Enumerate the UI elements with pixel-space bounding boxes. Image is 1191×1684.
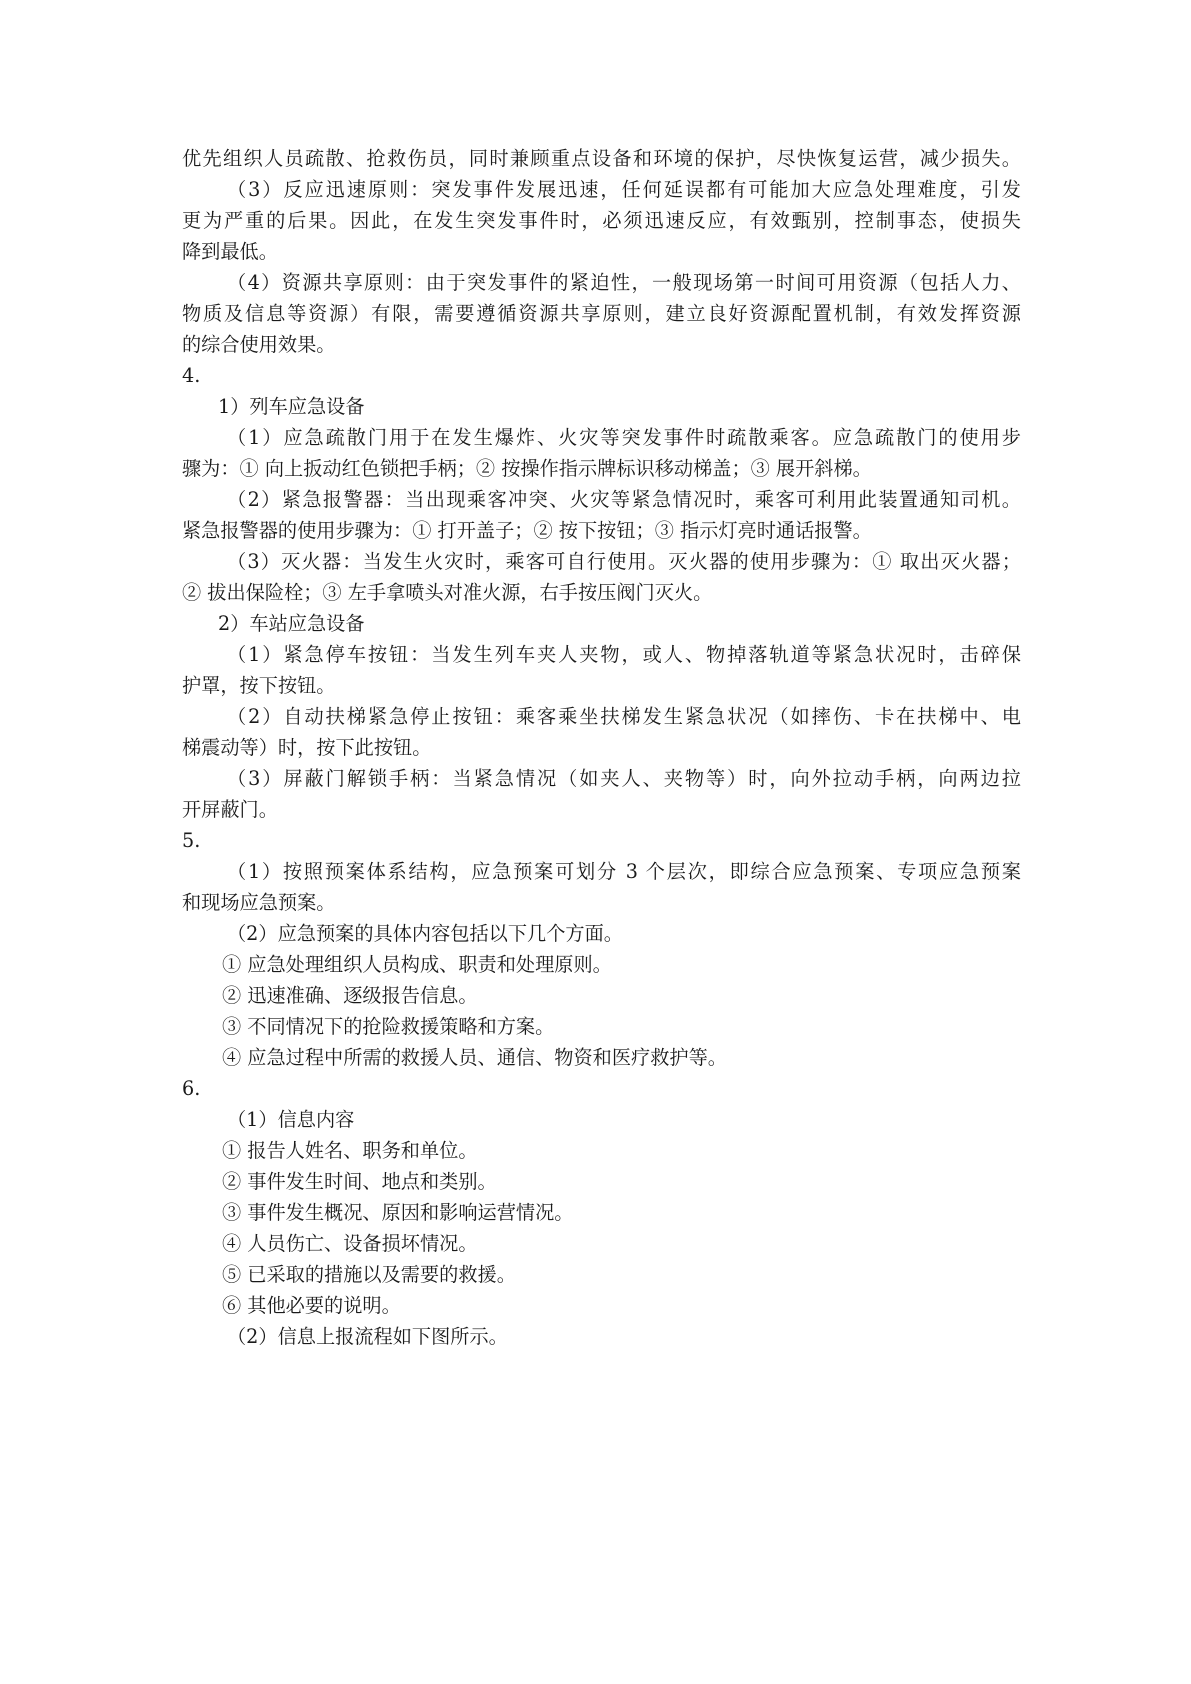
subsection-heading: （1）信息内容 [227,1108,355,1131]
section-number: 6. [182,1077,201,1100]
paragraph-line: 和现场应急预案。 [182,891,336,914]
paragraph-line: 骤为：① 向上扳动红色锁把手柄；② 按操作指示牌标识移动梯盖；③ 展开斜梯。 [182,457,872,480]
list-item: ④ 人员伤亡、设备损坏情况。 [222,1232,478,1255]
paragraph-line: （4）资源共享原则：由于突发事件的紧迫性，一般现场第一时间可用资源（包括人力、 [227,271,1021,294]
paragraph-line: （2）信息上报流程如下图所示。 [227,1325,508,1348]
list-item: ③ 事件发生概况、原因和影响运营情况。 [222,1201,574,1224]
paragraph-line: （1）紧急停车按钮：当发生列车夹人夹物，或人、物掉落轨道等紧急状况时，击碎保 [227,643,1021,666]
list-item: ⑤ 已采取的措施以及需要的救援。 [222,1263,516,1286]
list-item: ② 迅速准确、逐级报告信息。 [222,984,478,1007]
paragraph-line: （1）应急疏散门用于在发生爆炸、火灾等突发事件时疏散乘客。应急疏散门的使用步 [227,426,1021,449]
paragraph-line: 物质及信息等资源）有限，需要遵循资源共享原则，建立良好资源配置机制，有效发挥资源 [182,302,1021,325]
list-item: ② 事件发生时间、地点和类别。 [222,1170,497,1193]
paragraph-line: 梯震动等）时，按下此按钮。 [182,736,432,759]
paragraph-line: 的综合使用效果。 [182,333,336,356]
paragraph-line: （3）反应迅速原则：突发事件发展迅速，任何延误都有可能加大应急处理难度，引发 [227,178,1021,201]
paragraph-line: 紧急报警器的使用步骤为：① 打开盖子；② 按下按钮；③ 指示灯亮时通话报警。 [182,519,872,542]
paragraph-line: （3）屏蔽门解锁手柄：当紧急情况（如夹人、夹物等）时，向外拉动手柄，向两边拉 [227,767,1021,790]
list-item: ④ 应急过程中所需的救援人员、通信、物资和医疗救护等。 [222,1046,727,1069]
section-number: 4. [182,364,201,387]
paragraph-line: ② 拔出保险栓；③ 左手拿喷头对准火源，右手按压阀门灭火。 [182,581,713,604]
paragraph-line: 开屏蔽门。 [182,798,278,821]
subsection-heading: 1）列车应急设备 [218,395,365,418]
paragraph-line: （2）紧急报警器：当出现乘客冲突、火灾等紧急情况时，乘客可利用此装置通知司机。 [227,488,1021,511]
paragraph-line: 降到最低。 [182,240,278,263]
list-item: ① 报告人姓名、职务和单位。 [222,1139,478,1162]
paragraph-line: （1）按照预案体系结构，应急预案可划分 3 个层次，即综合应急预案、专项应急预案 [227,860,1021,883]
list-item: ③ 不同情况下的抢险救援策略和方案。 [222,1015,555,1038]
list-item: ⑥ 其他必要的说明。 [222,1294,401,1317]
paragraph-line: 护罩，按下按钮。 [182,674,336,697]
paragraph-line: （2）自动扶梯紧急停止按钮：乘客乘坐扶梯发生紧急状况（如摔伤、卡在扶梯中、电 [227,705,1021,728]
paragraph-line: 更为严重的后果。因此，在发生突发事件时，必须迅速反应，有效甄别，控制事态，使损失 [182,209,1021,232]
paragraph-line: 优先组织人员疏散、抢救伤员，同时兼顾重点设备和环境的保护，尽快恢复运营，减少损失。 [182,147,1021,170]
paragraph-line: （2）应急预案的具体内容包括以下几个方面。 [227,922,623,945]
subsection-heading: 2）车站应急设备 [218,612,365,635]
list-item: ① 应急处理组织人员构成、职责和处理原则。 [222,953,612,976]
section-number: 5. [182,829,201,852]
paragraph-line: （3）灭火器：当发生火灾时，乘客可自行使用。灭火器的使用步骤为：① 取出灭火器； [227,550,1021,573]
